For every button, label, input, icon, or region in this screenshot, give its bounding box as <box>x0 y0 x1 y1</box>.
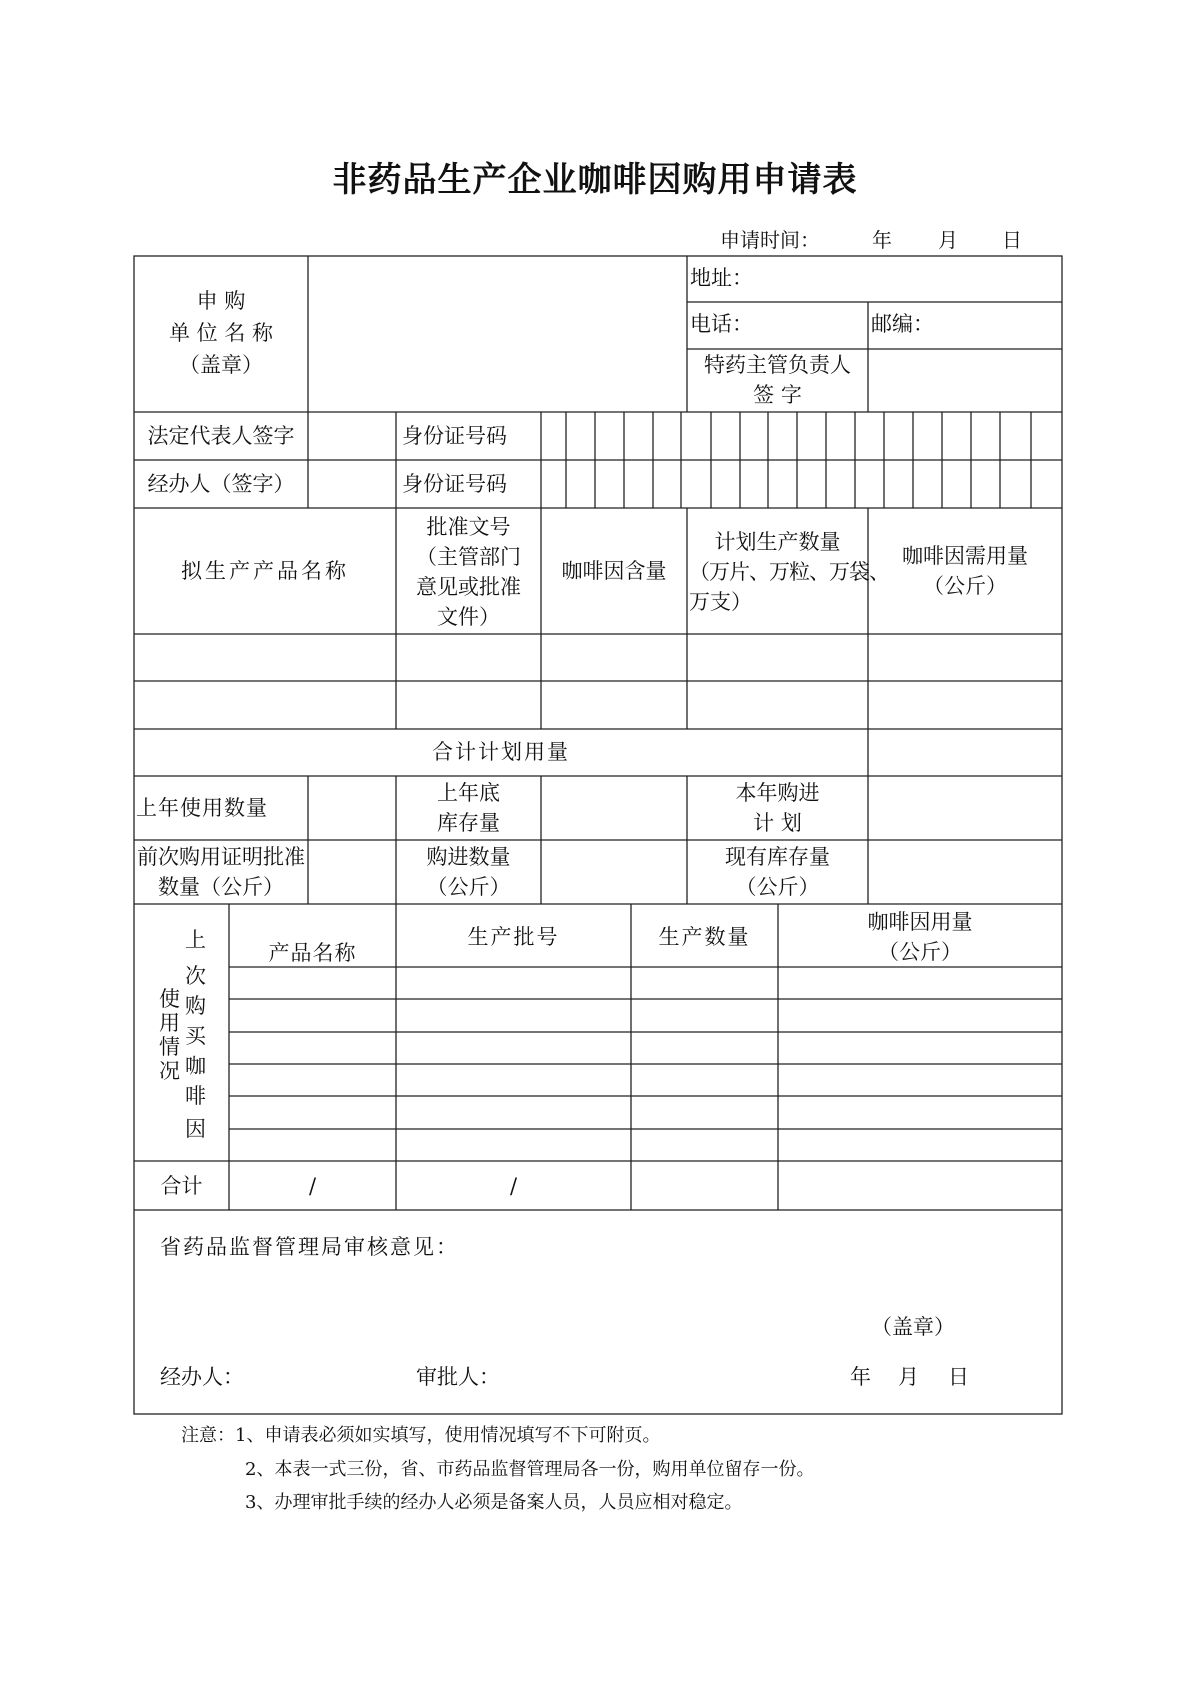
address-label: 地址： <box>690 266 753 290</box>
side-char-6a: 用 <box>159 1011 180 1035</box>
this-year-purchase-plan-label-line1: 本年购进 <box>735 781 820 805</box>
prev-cert-qty-field[interactable] <box>309 841 395 903</box>
legal-rep-id-label: 身份证号码 <box>402 424 507 448</box>
usage-prod-qty-header: 生产数量 <box>658 925 751 949</box>
approval-no-header-line3: 意见或批准 <box>416 575 521 599</box>
caffeine-required-header-line1: 咖啡因需用量 <box>902 544 1028 568</box>
form-title: 非药品生产企业咖啡因购用申请表 <box>332 160 858 200</box>
planned-qty-header-line3: 万支） <box>689 590 752 614</box>
usage-total-caffeine-field[interactable] <box>779 1162 1061 1209</box>
total-planned-usage-label: 合计计划用量 <box>432 740 570 764</box>
product-row-2-approval-field[interactable] <box>397 682 540 728</box>
agent-sign-label: 经办人（签字） <box>147 472 295 496</box>
approval-no-header-line4: 文件） <box>437 605 500 629</box>
usage-total-prod-qty-field[interactable] <box>632 1162 777 1209</box>
purchased-qty-field[interactable] <box>542 841 686 903</box>
caffeine-content-header: 咖啡因含量 <box>561 559 667 583</box>
date-month-label: 月 <box>938 228 958 252</box>
side-char-8a: 况 <box>159 1059 180 1083</box>
last-year-stock-label-line1: 上年底 <box>437 781 500 805</box>
approval-no-header-line1: 批准文号 <box>426 515 511 539</box>
side-char-4b: 买 <box>185 1024 206 1048</box>
supervisor-sign-label-line2: 签 字 <box>753 383 802 407</box>
total-planned-usage-field[interactable] <box>869 730 1061 775</box>
note-2: 2、本表一式三份，省、市药品监督管理局各一份，购用单位留存一份。 <box>245 1459 815 1480</box>
product-row-1-approval-field[interactable] <box>397 635 540 680</box>
usage-batch-no-header: 生产批号 <box>467 925 560 949</box>
review-agent-label: 经办人： <box>160 1365 244 1389</box>
planned-qty-header-line1: 计划生产数量 <box>714 530 841 554</box>
usage-product-name-header: 产品名称 <box>268 941 357 965</box>
usage-total-label: 合计 <box>160 1174 203 1198</box>
agent-id-label: 身份证号码 <box>402 472 507 496</box>
side-char-7b: 因 <box>185 1117 206 1141</box>
usage-total-name-slash: / <box>308 1174 317 1198</box>
last-purchase-usage-side-label <box>134 904 229 1161</box>
side-char-5b: 咖 <box>185 1054 206 1078</box>
date-day-label: 日 <box>1002 228 1022 252</box>
legal-rep-signature-field[interactable] <box>309 413 395 459</box>
caffeine-required-header-line2: （公斤） <box>923 574 1007 598</box>
side-char-5a: 使 <box>159 987 180 1011</box>
applicant-unit-name-field[interactable] <box>309 257 686 411</box>
supervisor-signature-field[interactable] <box>869 350 1061 411</box>
last-year-stock-label-line2: 库存量 <box>437 811 500 835</box>
current-stock-label-line2: （公斤） <box>735 875 820 899</box>
applicant-unit-label-line3: （盖章） <box>179 353 263 377</box>
usage-caffeine-used-header-line1: 咖啡因用量 <box>867 910 973 934</box>
planned-qty-header-line2: （万片、万粒、万袋、 <box>689 560 889 584</box>
note-3: 3、办理审批手续的经办人必须是备案人员，人员应相对稳定。 <box>245 1492 743 1513</box>
legal-rep-sign-label: 法定代表人签字 <box>147 424 295 448</box>
agent-signature-field[interactable] <box>309 461 395 507</box>
side-char-2b: 次 <box>185 964 206 988</box>
side-char-7a: 情 <box>159 1035 180 1059</box>
phone-label: 电话： <box>690 312 753 336</box>
review-month-label: 月 <box>898 1365 919 1389</box>
usage-caffeine-used-header-line2: （公斤） <box>878 940 962 964</box>
purchased-qty-label-line1: 购进数量 <box>426 845 511 869</box>
product-row-2-content-field[interactable] <box>542 682 686 728</box>
provincial-review-label: 省药品监督管理局审核意见： <box>160 1235 459 1259</box>
last-year-usage-label: 上年使用数量 <box>136 796 268 820</box>
product-name-header: 拟生产产品名称 <box>181 559 349 583</box>
review-seal-label: （盖章） <box>871 1315 955 1339</box>
date-year-label: 年 <box>872 228 892 252</box>
last-year-stock-field[interactable] <box>542 777 686 839</box>
product-row-1-required-field[interactable] <box>869 635 1061 680</box>
supervisor-sign-label-line1: 特药主管负责人 <box>704 353 851 377</box>
prev-cert-qty-label-line2: 数量（公斤） <box>158 875 284 899</box>
product-row-2-name-field[interactable] <box>135 682 395 728</box>
usage-total-batch-slash: / <box>509 1174 518 1198</box>
this-year-purchase-plan-field[interactable] <box>869 777 1061 839</box>
approval-no-header-line2: （主管部门 <box>416 545 521 569</box>
product-row-1-plan-field[interactable] <box>688 635 867 680</box>
review-day-label: 日 <box>948 1365 969 1389</box>
application-date-label: 申请时间： <box>720 228 820 252</box>
review-approver-label: 审批人： <box>416 1365 500 1389</box>
product-row-2-required-field[interactable] <box>869 682 1061 728</box>
prev-cert-qty-label-line1: 前次购用证明批准 <box>137 845 305 869</box>
applicant-unit-label-line1: 申 购 <box>196 289 246 313</box>
last-year-usage-field[interactable] <box>309 777 395 839</box>
purchased-qty-label-line2: （公斤） <box>426 875 511 899</box>
side-char-3b: 购 <box>185 994 206 1018</box>
product-row-2-plan-field[interactable] <box>688 682 867 728</box>
applicant-unit-label-line2: 单 位 名 称 <box>168 321 274 345</box>
current-stock-label-line1: 现有库存量 <box>725 845 830 869</box>
postcode-label: 邮编： <box>871 312 934 336</box>
side-char-1a: 上 <box>185 928 206 952</box>
this-year-purchase-plan-label-line2: 计 划 <box>753 811 802 835</box>
product-row-1-content-field[interactable] <box>542 635 686 680</box>
note-1: 注意：1、申请表必须如实填写，使用情况填写不下可附页。 <box>181 1425 661 1446</box>
review-year-label: 年 <box>850 1365 871 1389</box>
side-char-6b: 啡 <box>185 1084 206 1108</box>
product-row-1-name-field[interactable] <box>135 635 395 680</box>
current-stock-field[interactable] <box>869 841 1061 903</box>
